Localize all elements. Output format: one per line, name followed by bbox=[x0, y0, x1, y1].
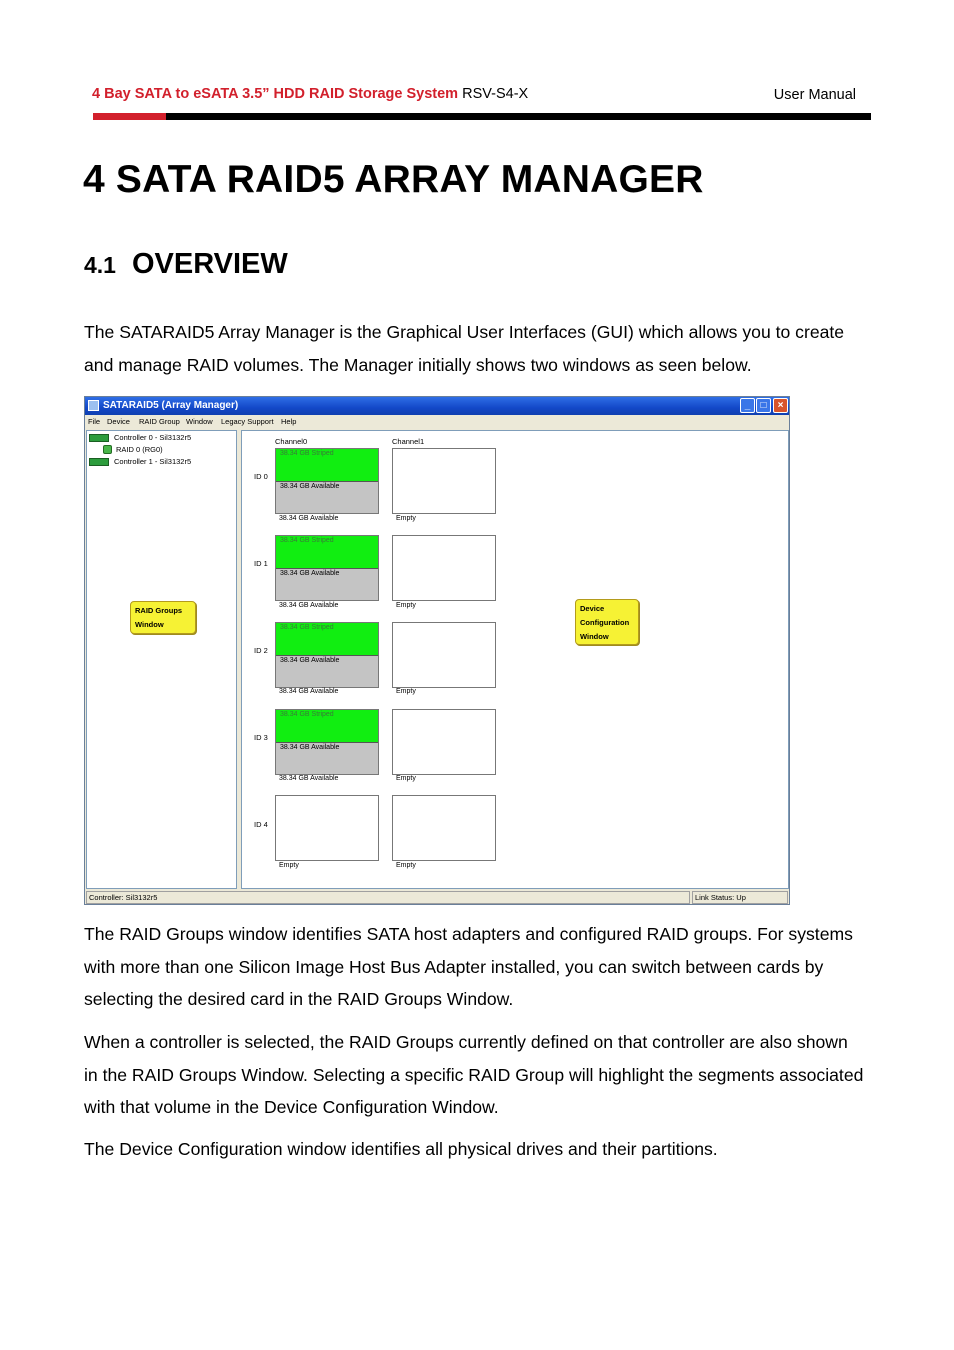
callout-line: RAID Groups bbox=[135, 606, 183, 615]
minimize-button[interactable]: _ bbox=[740, 398, 755, 413]
menu-window[interactable]: Window bbox=[186, 417, 213, 426]
menu-file[interactable]: File bbox=[88, 417, 101, 426]
header-model: RSV-S4-X bbox=[462, 86, 529, 102]
controller-icon bbox=[89, 458, 109, 466]
maximize-button[interactable]: □ bbox=[756, 398, 771, 413]
header-product-line bbox=[92, 86, 528, 102]
section-number: 4.1 bbox=[84, 252, 116, 278]
drive-ch0-id2[interactable] bbox=[275, 622, 379, 688]
array-manager-screenshot bbox=[84, 396, 790, 905]
drive-ch1-id0[interactable] bbox=[392, 448, 496, 514]
menu-device[interactable]: Device bbox=[107, 417, 130, 426]
status-link: Link Status: Up bbox=[692, 891, 788, 904]
channel1-label: Channel1 bbox=[392, 437, 425, 446]
chapter-title: 4 SATA RAID5 ARRAY MANAGER bbox=[83, 158, 704, 201]
id-label: ID 2 bbox=[254, 646, 268, 655]
drive-caption: Empty bbox=[396, 602, 416, 609]
paragraph-raid-groups: The RAID Groups window identifies SATA host adapters and configured RAID groups. For systems with more than one Silicon Image Host Bus Adapter installed, you can switch between cards by selecting the desired card in the RAID Groups Window. bbox=[84, 924, 853, 1009]
raid-disk-icon bbox=[103, 445, 112, 454]
drive-ch0-id1[interactable] bbox=[275, 535, 379, 601]
drive-caption: Empty bbox=[396, 515, 416, 522]
device-configuration-pane bbox=[241, 430, 789, 889]
app-titlebar bbox=[85, 397, 789, 415]
drive-ch1-id1[interactable] bbox=[392, 535, 496, 601]
tree-item-label: RAID 0 (RG0) bbox=[116, 445, 163, 454]
segment-striped[interactable]: 38.34 GB Striped bbox=[276, 536, 378, 569]
drive-caption: Empty bbox=[279, 862, 299, 869]
menu-help[interactable]: Help bbox=[281, 417, 297, 426]
segment-striped[interactable]: 38.34 GB Striped bbox=[276, 710, 378, 743]
callout-line: Configuration bbox=[580, 618, 630, 627]
header-doc-type: User Manual bbox=[773, 87, 856, 103]
callout-raid-groups-window bbox=[130, 601, 196, 634]
drive-ch1-id2[interactable] bbox=[392, 622, 496, 688]
callout-line: Window bbox=[580, 632, 609, 641]
segment-available[interactable]: 38.34 GB Available bbox=[276, 569, 378, 600]
app-icon bbox=[88, 400, 99, 411]
drive-caption: Empty bbox=[396, 862, 416, 869]
controller-icon bbox=[89, 434, 109, 442]
tree-item-label: Controller 0 - Sil3132r5 bbox=[114, 433, 192, 442]
status-controller: Controller: Sil3132r5 bbox=[86, 891, 690, 904]
segment-available[interactable]: 38.34 GB Available bbox=[276, 743, 378, 774]
segment-available[interactable]: 38.34 GB Available bbox=[276, 656, 378, 687]
drive-caption: Empty bbox=[396, 775, 416, 782]
paragraph-device-configuration: The Device Configuration window identifies all physical drives and their partitions. bbox=[84, 1139, 718, 1159]
paragraph-intro: The SATARAID5 Array Manager is the Graphical User Interfaces (GUI) which allows you to create and manage RAID volumes. The Manager initially shows two windows as seen below. bbox=[84, 322, 845, 375]
drive-caption: 38.34 GB Available bbox=[279, 515, 339, 522]
raid-groups-pane bbox=[86, 430, 237, 889]
channel0-label: Channel0 bbox=[275, 437, 308, 446]
segment-striped[interactable]: 38.34 GB Striped bbox=[276, 449, 378, 482]
tree-item-controller-0[interactable] bbox=[89, 433, 191, 442]
id-label: ID 3 bbox=[254, 733, 268, 742]
header-rule-accent bbox=[93, 113, 166, 120]
paragraph-controller-selected: When a controller is selected, the RAID Groups currently defined on that controller are also shown in the RAID Groups Window. Selecting a specific RAID Group will highlight the segments associated with that volume in the Device Configuration Window. bbox=[84, 1032, 864, 1117]
close-button[interactable]: × bbox=[773, 398, 788, 413]
drive-caption: 38.34 GB Available bbox=[279, 602, 339, 609]
drive-caption: 38.34 GB Available bbox=[279, 688, 339, 695]
segment-available[interactable]: 38.34 GB Available bbox=[276, 482, 378, 513]
tree-item-controller-1[interactable] bbox=[89, 457, 191, 466]
tree-item-label: Controller 1 - Sil3132r5 bbox=[114, 457, 192, 466]
drive-ch1-id4[interactable] bbox=[392, 795, 496, 861]
drive-ch0-id0[interactable] bbox=[275, 448, 379, 514]
id-label: ID 4 bbox=[254, 820, 268, 829]
callout-device-configuration-window bbox=[575, 599, 639, 645]
segment-striped[interactable]: 38.34 GB Striped bbox=[276, 623, 378, 656]
drive-ch1-id3[interactable] bbox=[392, 709, 496, 775]
callout-line: Device bbox=[580, 604, 605, 613]
drive-caption: Empty bbox=[396, 688, 416, 695]
menu-raid-group[interactable]: RAID Group bbox=[139, 417, 180, 426]
section-heading bbox=[84, 248, 288, 281]
drive-caption: 38.34 GB Available bbox=[279, 775, 339, 782]
section-title: OVERVIEW bbox=[131, 248, 288, 280]
status-bar bbox=[85, 891, 789, 904]
header-product: 4 Bay SATA to eSATA 3.5” HDD RAID Storage System bbox=[92, 86, 459, 102]
menu-bar bbox=[85, 415, 789, 428]
drive-ch0-id3[interactable] bbox=[275, 709, 379, 775]
id-label: ID 1 bbox=[254, 559, 268, 568]
tree-item-raid0[interactable] bbox=[103, 445, 163, 454]
id-label: ID 0 bbox=[254, 472, 268, 481]
menu-legacy-support[interactable]: Legacy Support bbox=[221, 417, 274, 426]
callout-line: Window bbox=[135, 620, 164, 629]
app-window-title: SATARAID5 (Array Manager) bbox=[103, 400, 239, 411]
drive-ch0-id4[interactable] bbox=[275, 795, 379, 861]
header-rule bbox=[93, 113, 871, 120]
